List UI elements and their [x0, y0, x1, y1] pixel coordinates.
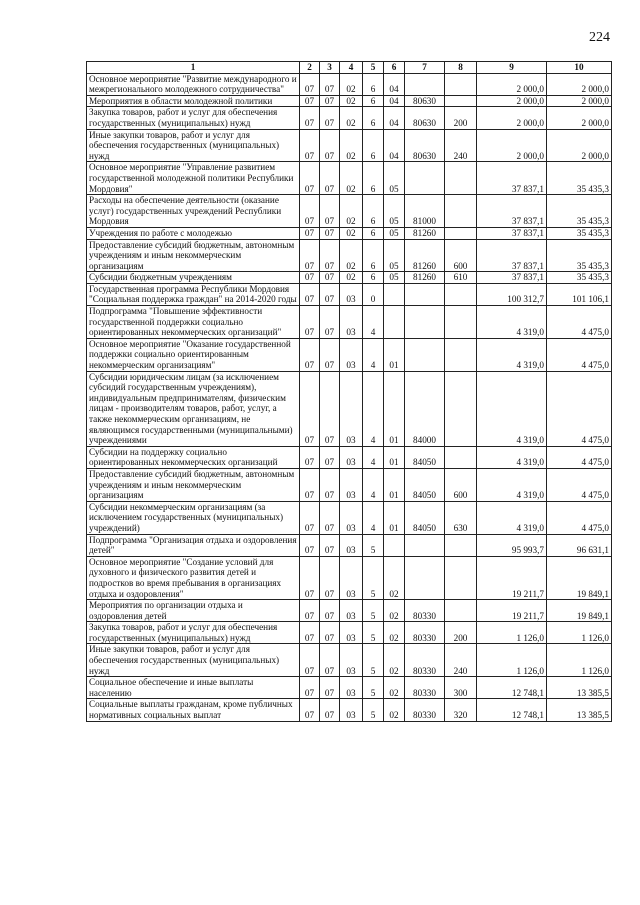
row-section-code: 07 — [300, 272, 320, 284]
row-amount-year2: 35 435,3 — [547, 195, 612, 228]
row-program-code: 03 — [340, 468, 363, 501]
row-amount-year2: 2 000,0 — [547, 95, 612, 107]
row-direction-code: 80630 — [405, 95, 445, 107]
table-row — [87, 622, 612, 644]
row-event-code: 05 — [384, 195, 405, 228]
row-description: Субсидии некоммерческим организациям (за исключением государственных (муниципальных) учреждений) — [87, 501, 300, 534]
row-subprogram-code: 5 — [363, 534, 384, 556]
row-amount-year1: 2 000,0 — [477, 107, 547, 129]
row-subsection-code: 07 — [320, 162, 340, 195]
row-description: Субсидии на поддержку социально ориентированных некоммерческих организаций — [87, 446, 300, 468]
row-description: Подпрограмма "Организация отдыха и оздоровления детей" — [87, 534, 300, 556]
column-header: 3 — [320, 62, 340, 74]
row-program-code: 02 — [340, 227, 363, 239]
table-row — [87, 600, 612, 622]
row-description: Подпрограмма "Повышение эффективности государственной поддержки социально ориентированных некоммерческих организаций" — [87, 306, 300, 339]
row-program-code: 03 — [340, 446, 363, 468]
row-program-code: 03 — [340, 556, 363, 599]
row-subprogram-code: 6 — [363, 107, 384, 129]
row-amount-year1: 19 211,7 — [477, 556, 547, 599]
row-section-code: 07 — [300, 162, 320, 195]
row-amount-year1: 37 837,1 — [477, 195, 547, 228]
row-subsection-code: 07 — [320, 239, 340, 272]
row-expense-type: 630 — [445, 501, 477, 534]
row-direction-code: 84000 — [405, 371, 445, 446]
row-subprogram-code: 5 — [363, 677, 384, 699]
row-event-code: 05 — [384, 239, 405, 272]
row-program-code: 02 — [340, 95, 363, 107]
row-expense-type: 300 — [445, 677, 477, 699]
row-amount-year2: 35 435,3 — [547, 162, 612, 195]
column-header: 7 — [405, 62, 445, 74]
row-description: Основное мероприятие "Оказание государственной поддержки социально ориентированным некоммерческим организациям" — [87, 338, 300, 371]
row-program-code: 02 — [340, 107, 363, 129]
row-amount-year2: 2 000,0 — [547, 73, 612, 95]
row-subsection-code: 07 — [320, 699, 340, 721]
row-amount-year2: 4 475,0 — [547, 306, 612, 339]
row-subsection-code: 07 — [320, 107, 340, 129]
row-description: Предоставление субсидий бюджетным, автономным учреждениям и иным некоммерческим организациям — [87, 239, 300, 272]
table-row — [87, 644, 612, 677]
row-expense-type — [445, 95, 477, 107]
column-header: 2 — [300, 62, 320, 74]
row-description: Социальные выплаты гражданам, кроме публичных нормативных социальных выплат — [87, 699, 300, 721]
row-subprogram-code: 4 — [363, 338, 384, 371]
row-description: Основное мероприятие "Создание условий для духовного и физического развития детей и подростков во время пребывания в организациях отдыха и оздоровления" — [87, 556, 300, 599]
row-direction-code — [405, 534, 445, 556]
row-subsection-code: 07 — [320, 95, 340, 107]
row-section-code: 07 — [300, 501, 320, 534]
row-subsection-code: 07 — [320, 446, 340, 468]
table-row — [87, 283, 612, 305]
row-event-code: 01 — [384, 371, 405, 446]
row-direction-code — [405, 338, 445, 371]
row-amount-year2: 4 475,0 — [547, 468, 612, 501]
row-subprogram-code: 5 — [363, 699, 384, 721]
row-direction-code: 80630 — [405, 129, 445, 162]
row-section-code: 07 — [300, 107, 320, 129]
row-amount-year1: 37 837,1 — [477, 272, 547, 284]
row-expense-type: 600 — [445, 468, 477, 501]
row-program-code: 02 — [340, 272, 363, 284]
row-description: Мероприятия в области молодежной политики — [87, 95, 300, 107]
row-section-code: 07 — [300, 468, 320, 501]
row-program-code: 03 — [340, 677, 363, 699]
row-section-code: 07 — [300, 239, 320, 272]
row-subsection-code: 07 — [320, 73, 340, 95]
row-subprogram-code: 4 — [363, 468, 384, 501]
row-subprogram-code: 5 — [363, 622, 384, 644]
row-subsection-code: 07 — [320, 600, 340, 622]
row-expense-type: 320 — [445, 699, 477, 721]
row-direction-code: 84050 — [405, 501, 445, 534]
row-amount-year1: 4 319,0 — [477, 501, 547, 534]
row-amount-year2: 19 849,1 — [547, 600, 612, 622]
row-description: Иные закупки товаров, работ и услуг для обеспечения государственных (муниципальных) нужд — [87, 644, 300, 677]
row-subprogram-code: 6 — [363, 195, 384, 228]
row-program-code: 02 — [340, 162, 363, 195]
row-subsection-code: 07 — [320, 556, 340, 599]
row-description: Учреждения по работе с молодежью — [87, 227, 300, 239]
row-subsection-code: 07 — [320, 677, 340, 699]
row-amount-year2: 4 475,0 — [547, 446, 612, 468]
row-program-code: 02 — [340, 195, 363, 228]
row-expense-type — [445, 338, 477, 371]
row-direction-code: 80330 — [405, 677, 445, 699]
row-subsection-code: 07 — [320, 283, 340, 305]
table-row — [87, 239, 612, 272]
row-section-code: 07 — [300, 338, 320, 371]
row-event-code: 02 — [384, 600, 405, 622]
row-section-code: 07 — [300, 534, 320, 556]
row-expense-type: 240 — [445, 644, 477, 677]
row-subsection-code: 07 — [320, 227, 340, 239]
row-subprogram-code: 6 — [363, 239, 384, 272]
row-section-code: 07 — [300, 644, 320, 677]
row-event-code — [384, 534, 405, 556]
row-direction-code: 80630 — [405, 107, 445, 129]
row-amount-year2: 1 126,0 — [547, 644, 612, 677]
row-amount-year2: 19 849,1 — [547, 556, 612, 599]
row-program-code: 03 — [340, 338, 363, 371]
row-subsection-code: 07 — [320, 371, 340, 446]
row-subprogram-code: 5 — [363, 644, 384, 677]
row-description: Закупка товаров, работ и услуг для обеспечения государственных (муниципальных) нужд — [87, 622, 300, 644]
row-subsection-code: 07 — [320, 468, 340, 501]
row-amount-year2: 13 385,5 — [547, 699, 612, 721]
row-program-code: 03 — [340, 622, 363, 644]
row-amount-year1: 4 319,0 — [477, 371, 547, 446]
row-description: Закупка товаров, работ и услуг для обеспечения государственных (муниципальных) нужд — [87, 107, 300, 129]
row-expense-type — [445, 534, 477, 556]
table-row — [87, 501, 612, 534]
row-program-code: 03 — [340, 371, 363, 446]
row-direction-code: 81260 — [405, 272, 445, 284]
row-direction-code: 81000 — [405, 195, 445, 228]
row-program-code: 03 — [340, 600, 363, 622]
row-subprogram-code: 6 — [363, 162, 384, 195]
row-subprogram-code: 4 — [363, 446, 384, 468]
row-subprogram-code: 0 — [363, 283, 384, 305]
row-section-code: 07 — [300, 371, 320, 446]
row-event-code: 02 — [384, 677, 405, 699]
row-amount-year2: 35 435,3 — [547, 227, 612, 239]
row-subprogram-code: 4 — [363, 371, 384, 446]
row-subsection-code: 07 — [320, 195, 340, 228]
row-event-code: 05 — [384, 162, 405, 195]
row-description: Расходы на обеспечение деятельности (оказание услуг) государственных учреждений Республики Мордовия — [87, 195, 300, 228]
row-program-code: 03 — [340, 306, 363, 339]
row-amount-year1: 2 000,0 — [477, 73, 547, 95]
row-program-code: 03 — [340, 501, 363, 534]
row-event-code: 02 — [384, 622, 405, 644]
row-amount-year1: 12 748,1 — [477, 699, 547, 721]
row-event-code: 05 — [384, 272, 405, 284]
table-row — [87, 338, 612, 371]
page-number: 224 — [589, 30, 610, 45]
row-expense-type: 600 — [445, 239, 477, 272]
row-amount-year1: 37 837,1 — [477, 227, 547, 239]
row-amount-year1: 1 126,0 — [477, 644, 547, 677]
row-amount-year2: 2 000,0 — [547, 129, 612, 162]
row-description: Субсидии юридическим лицам (за исключением субсидий государственным учреждениям), индивидуальным предпринимателям, физическим лицам - производителям товаров, работ, услуг, а также некоммерческим организациям, не являющимся государственными (муниципальными) учреждениями — [87, 371, 300, 446]
row-section-code: 07 — [300, 699, 320, 721]
row-description: Основное мероприятие "Развитие международного и межрегионального молодежного сотрудничества" — [87, 73, 300, 95]
row-amount-year1: 4 319,0 — [477, 338, 547, 371]
row-expense-type: 200 — [445, 622, 477, 644]
table-row — [87, 95, 612, 107]
row-section-code: 07 — [300, 95, 320, 107]
row-description: Предоставление субсидий бюджетным, автономным учреждениям и иным некоммерческим организациям — [87, 468, 300, 501]
table-row — [87, 162, 612, 195]
row-subsection-code: 07 — [320, 129, 340, 162]
column-header: 8 — [445, 62, 477, 74]
row-amount-year1: 100 312,7 — [477, 283, 547, 305]
table-row — [87, 227, 612, 239]
row-expense-type — [445, 283, 477, 305]
row-expense-type — [445, 195, 477, 228]
row-expense-type — [445, 73, 477, 95]
row-direction-code: 84050 — [405, 468, 445, 501]
row-description: Основное мероприятие "Управление развитием государственной молодежной политики Республики Мордовия" — [87, 162, 300, 195]
row-section-code: 07 — [300, 600, 320, 622]
row-event-code — [384, 306, 405, 339]
row-amount-year1: 2 000,0 — [477, 95, 547, 107]
table-row — [87, 699, 612, 721]
row-direction-code — [405, 162, 445, 195]
table-row — [87, 468, 612, 501]
row-subsection-code: 07 — [320, 644, 340, 677]
row-direction-code: 80330 — [405, 699, 445, 721]
table-row — [87, 73, 612, 95]
row-amount-year1: 12 748,1 — [477, 677, 547, 699]
row-amount-year1: 37 837,1 — [477, 162, 547, 195]
table-row — [87, 306, 612, 339]
row-expense-type — [445, 556, 477, 599]
row-expense-type — [445, 306, 477, 339]
row-program-code: 02 — [340, 73, 363, 95]
row-section-code: 07 — [300, 446, 320, 468]
row-subsection-code: 07 — [320, 501, 340, 534]
row-expense-type — [445, 162, 477, 195]
row-expense-type — [445, 227, 477, 239]
table-row — [87, 534, 612, 556]
row-subprogram-code: 6 — [363, 129, 384, 162]
row-section-code: 07 — [300, 129, 320, 162]
row-event-code: 02 — [384, 699, 405, 721]
row-subprogram-code: 4 — [363, 306, 384, 339]
row-event-code: 02 — [384, 556, 405, 599]
row-subprogram-code: 6 — [363, 73, 384, 95]
row-program-code: 03 — [340, 699, 363, 721]
row-section-code: 07 — [300, 556, 320, 599]
row-amount-year1: 1 126,0 — [477, 622, 547, 644]
row-section-code: 07 — [300, 306, 320, 339]
row-expense-type: 240 — [445, 129, 477, 162]
row-amount-year2: 13 385,5 — [547, 677, 612, 699]
row-expense-type — [445, 600, 477, 622]
row-amount-year2: 4 475,0 — [547, 338, 612, 371]
column-header: 9 — [477, 62, 547, 74]
row-event-code: 01 — [384, 501, 405, 534]
column-header: 1 — [87, 62, 300, 74]
column-header: 6 — [384, 62, 405, 74]
row-subprogram-code: 5 — [363, 600, 384, 622]
row-description: Социальное обеспечение и иные выплаты населению — [87, 677, 300, 699]
row-program-code: 03 — [340, 534, 363, 556]
row-amount-year2: 4 475,0 — [547, 371, 612, 446]
table-row — [87, 272, 612, 284]
row-direction-code: 80330 — [405, 622, 445, 644]
row-amount-year2: 4 475,0 — [547, 501, 612, 534]
column-header: 10 — [547, 62, 612, 74]
row-amount-year1: 4 319,0 — [477, 468, 547, 501]
table-row — [87, 556, 612, 599]
row-program-code: 02 — [340, 129, 363, 162]
row-subprogram-code: 4 — [363, 501, 384, 534]
row-direction-code: 84050 — [405, 446, 445, 468]
row-description: Иные закупки товаров, работ и услуг для обеспечения государственных (муниципальных) нужд — [87, 129, 300, 162]
row-amount-year1: 37 837,1 — [477, 239, 547, 272]
row-subsection-code: 07 — [320, 622, 340, 644]
row-section-code: 07 — [300, 73, 320, 95]
row-amount-year1: 95 993,7 — [477, 534, 547, 556]
table-row — [87, 446, 612, 468]
row-event-code: 01 — [384, 446, 405, 468]
column-header: 4 — [340, 62, 363, 74]
row-program-code: 03 — [340, 644, 363, 677]
column-header: 5 — [363, 62, 384, 74]
row-event-code: 01 — [384, 468, 405, 501]
row-direction-code: 81260 — [405, 227, 445, 239]
row-subprogram-code: 5 — [363, 556, 384, 599]
row-expense-type — [445, 446, 477, 468]
row-event-code: 04 — [384, 107, 405, 129]
row-amount-year2: 1 126,0 — [547, 622, 612, 644]
row-amount-year1: 4 319,0 — [477, 446, 547, 468]
row-direction-code — [405, 306, 445, 339]
row-subprogram-code: 6 — [363, 95, 384, 107]
row-expense-type — [445, 371, 477, 446]
row-subprogram-code: 6 — [363, 227, 384, 239]
row-event-code: 01 — [384, 338, 405, 371]
table-row — [87, 677, 612, 699]
row-direction-code — [405, 73, 445, 95]
row-event-code: 02 — [384, 644, 405, 677]
row-amount-year2: 2 000,0 — [547, 107, 612, 129]
row-event-code — [384, 283, 405, 305]
table-row — [87, 107, 612, 129]
row-section-code: 07 — [300, 283, 320, 305]
row-subsection-code: 07 — [320, 534, 340, 556]
row-event-code: 05 — [384, 227, 405, 239]
row-amount-year1: 4 319,0 — [477, 306, 547, 339]
row-description: Мероприятия по организации отдыха и оздоровления детей — [87, 600, 300, 622]
row-direction-code: 80330 — [405, 644, 445, 677]
row-subsection-code: 07 — [320, 338, 340, 371]
row-section-code: 07 — [300, 195, 320, 228]
row-description: Субсидии бюджетным учреждениям — [87, 272, 300, 284]
row-event-code: 04 — [384, 73, 405, 95]
row-direction-code: 81260 — [405, 239, 445, 272]
row-direction-code — [405, 283, 445, 305]
row-amount-year1: 19 211,7 — [477, 600, 547, 622]
row-expense-type: 200 — [445, 107, 477, 129]
row-amount-year2: 101 106,1 — [547, 283, 612, 305]
row-event-code: 04 — [384, 129, 405, 162]
row-section-code: 07 — [300, 622, 320, 644]
row-subprogram-code: 6 — [363, 272, 384, 284]
row-amount-year2: 35 435,3 — [547, 272, 612, 284]
row-description: Государственная программа Республики Мордовия "Социальная поддержка граждан" на 2014-2020 годы — [87, 283, 300, 305]
row-expense-type: 610 — [445, 272, 477, 284]
budget-table — [86, 61, 612, 722]
table-row — [87, 371, 612, 446]
row-amount-year1: 2 000,0 — [477, 129, 547, 162]
table-row — [87, 195, 612, 228]
table-header-row — [87, 62, 612, 74]
row-subsection-code: 07 — [320, 272, 340, 284]
row-amount-year2: 96 631,1 — [547, 534, 612, 556]
row-program-code: 02 — [340, 239, 363, 272]
table-row — [87, 129, 612, 162]
row-subsection-code: 07 — [320, 306, 340, 339]
row-direction-code — [405, 556, 445, 599]
row-amount-year2: 35 435,3 — [547, 239, 612, 272]
row-section-code: 07 — [300, 677, 320, 699]
row-direction-code: 80330 — [405, 600, 445, 622]
row-program-code: 03 — [340, 283, 363, 305]
row-event-code: 04 — [384, 95, 405, 107]
row-section-code: 07 — [300, 227, 320, 239]
